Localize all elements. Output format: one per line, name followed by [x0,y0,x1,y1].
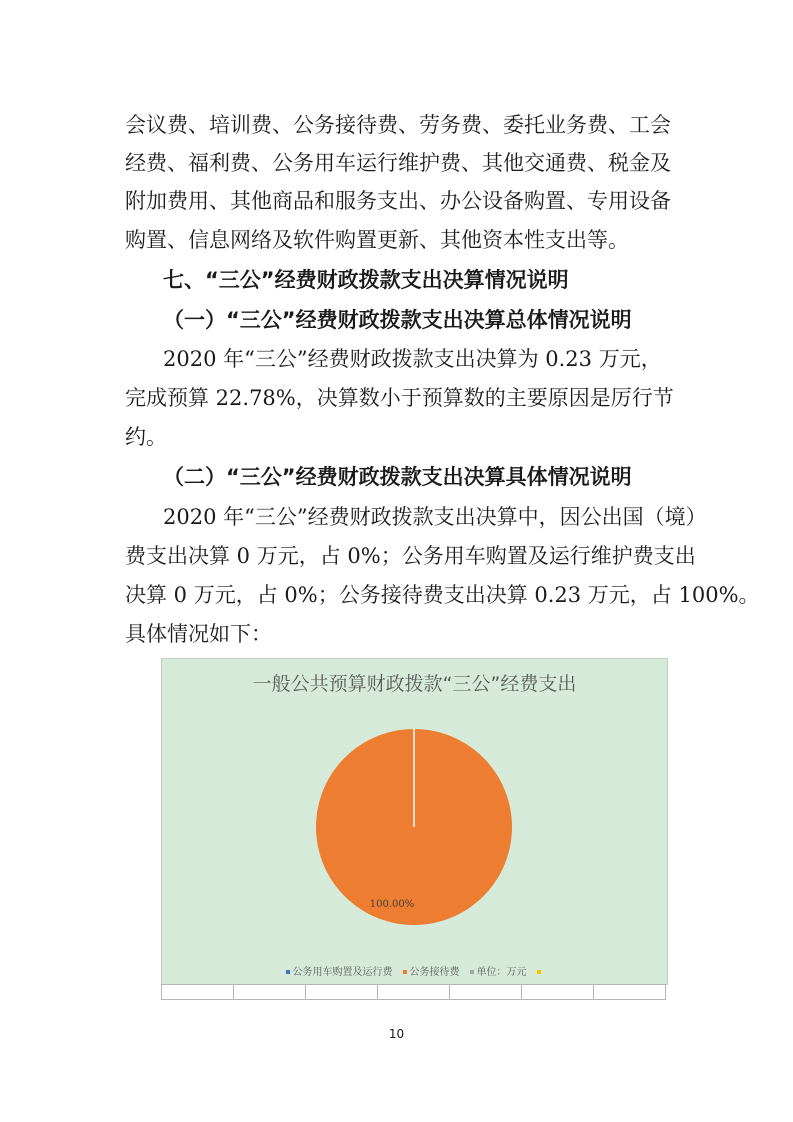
text-line: 决算 0 万元，占 0%；公务接待费支出决算 0.23 万元，占 100%。 [125,583,760,607]
pie-chart-svg [162,659,667,959]
subsection-heading-7-2: （二）“三公”经费财政拨款支出决算具体情况说明 [163,465,632,489]
legend-item [470,967,527,978]
table-cell [522,985,594,999]
chart-title: 一般公共预算财政拨款“三公”经费支出 [252,673,577,695]
legend-swatch [286,970,290,974]
table-cell [234,985,306,999]
text-line: 具体情况如下： [125,622,272,646]
legend-label: 单位：万元 [476,967,527,978]
text-line: 购置、信息网络及软件购置更新、其他资本性支出等。 [125,228,629,252]
legend-item [537,967,544,978]
legend-label: 公务用车购置及运行费 [292,967,393,978]
section-heading-7: 七、“三公”经费财政拨款支出决算情况说明 [163,268,569,292]
pie-data-label: 100.00% [369,899,415,910]
text-line: 2020 年“三公”经费财政拨款支出决算中，因公出国（境） [163,505,707,529]
legend-swatch [537,970,541,974]
table-cell [306,985,378,999]
text-line: 会议费、培训费、公务接待费、劳务费、委托业务费、工会 [125,113,671,137]
legend-swatch [470,970,474,974]
subsection-heading-7-1: （一）“三公”经费财政拨款支出决算总体情况说明 [163,308,632,332]
legend-item [403,967,460,978]
legend-label: 公务接待费 [409,967,460,978]
text-line: 费支出决算 0 万元，占 0%；公务用车购置及运行维护费支出 [125,544,696,568]
text-line: 约。 [125,425,167,449]
table-cell [594,985,665,999]
table-cell [378,985,450,999]
text-line: 附加费用、其他商品和服务支出、办公设备购置、专用设备 [125,189,671,213]
pie-chart [161,658,668,985]
chart-legend [162,963,667,978]
page-number: 10 [388,1027,405,1041]
text-line: 2020 年“三公”经费财政拨款支出决算为 0.23 万元， [163,347,662,371]
text-line: 完成预算 22.78%，决算数小于预算数的主要原因是厉行节 [125,386,674,410]
legend-item [286,967,393,978]
text-line: 经费、福利费、公务用车运行维护费、其他交通费、税金及 [125,151,671,175]
legend-swatch [403,970,407,974]
table-cell [162,985,234,999]
table-cell [450,985,522,999]
chart-data-table [161,984,666,1000]
